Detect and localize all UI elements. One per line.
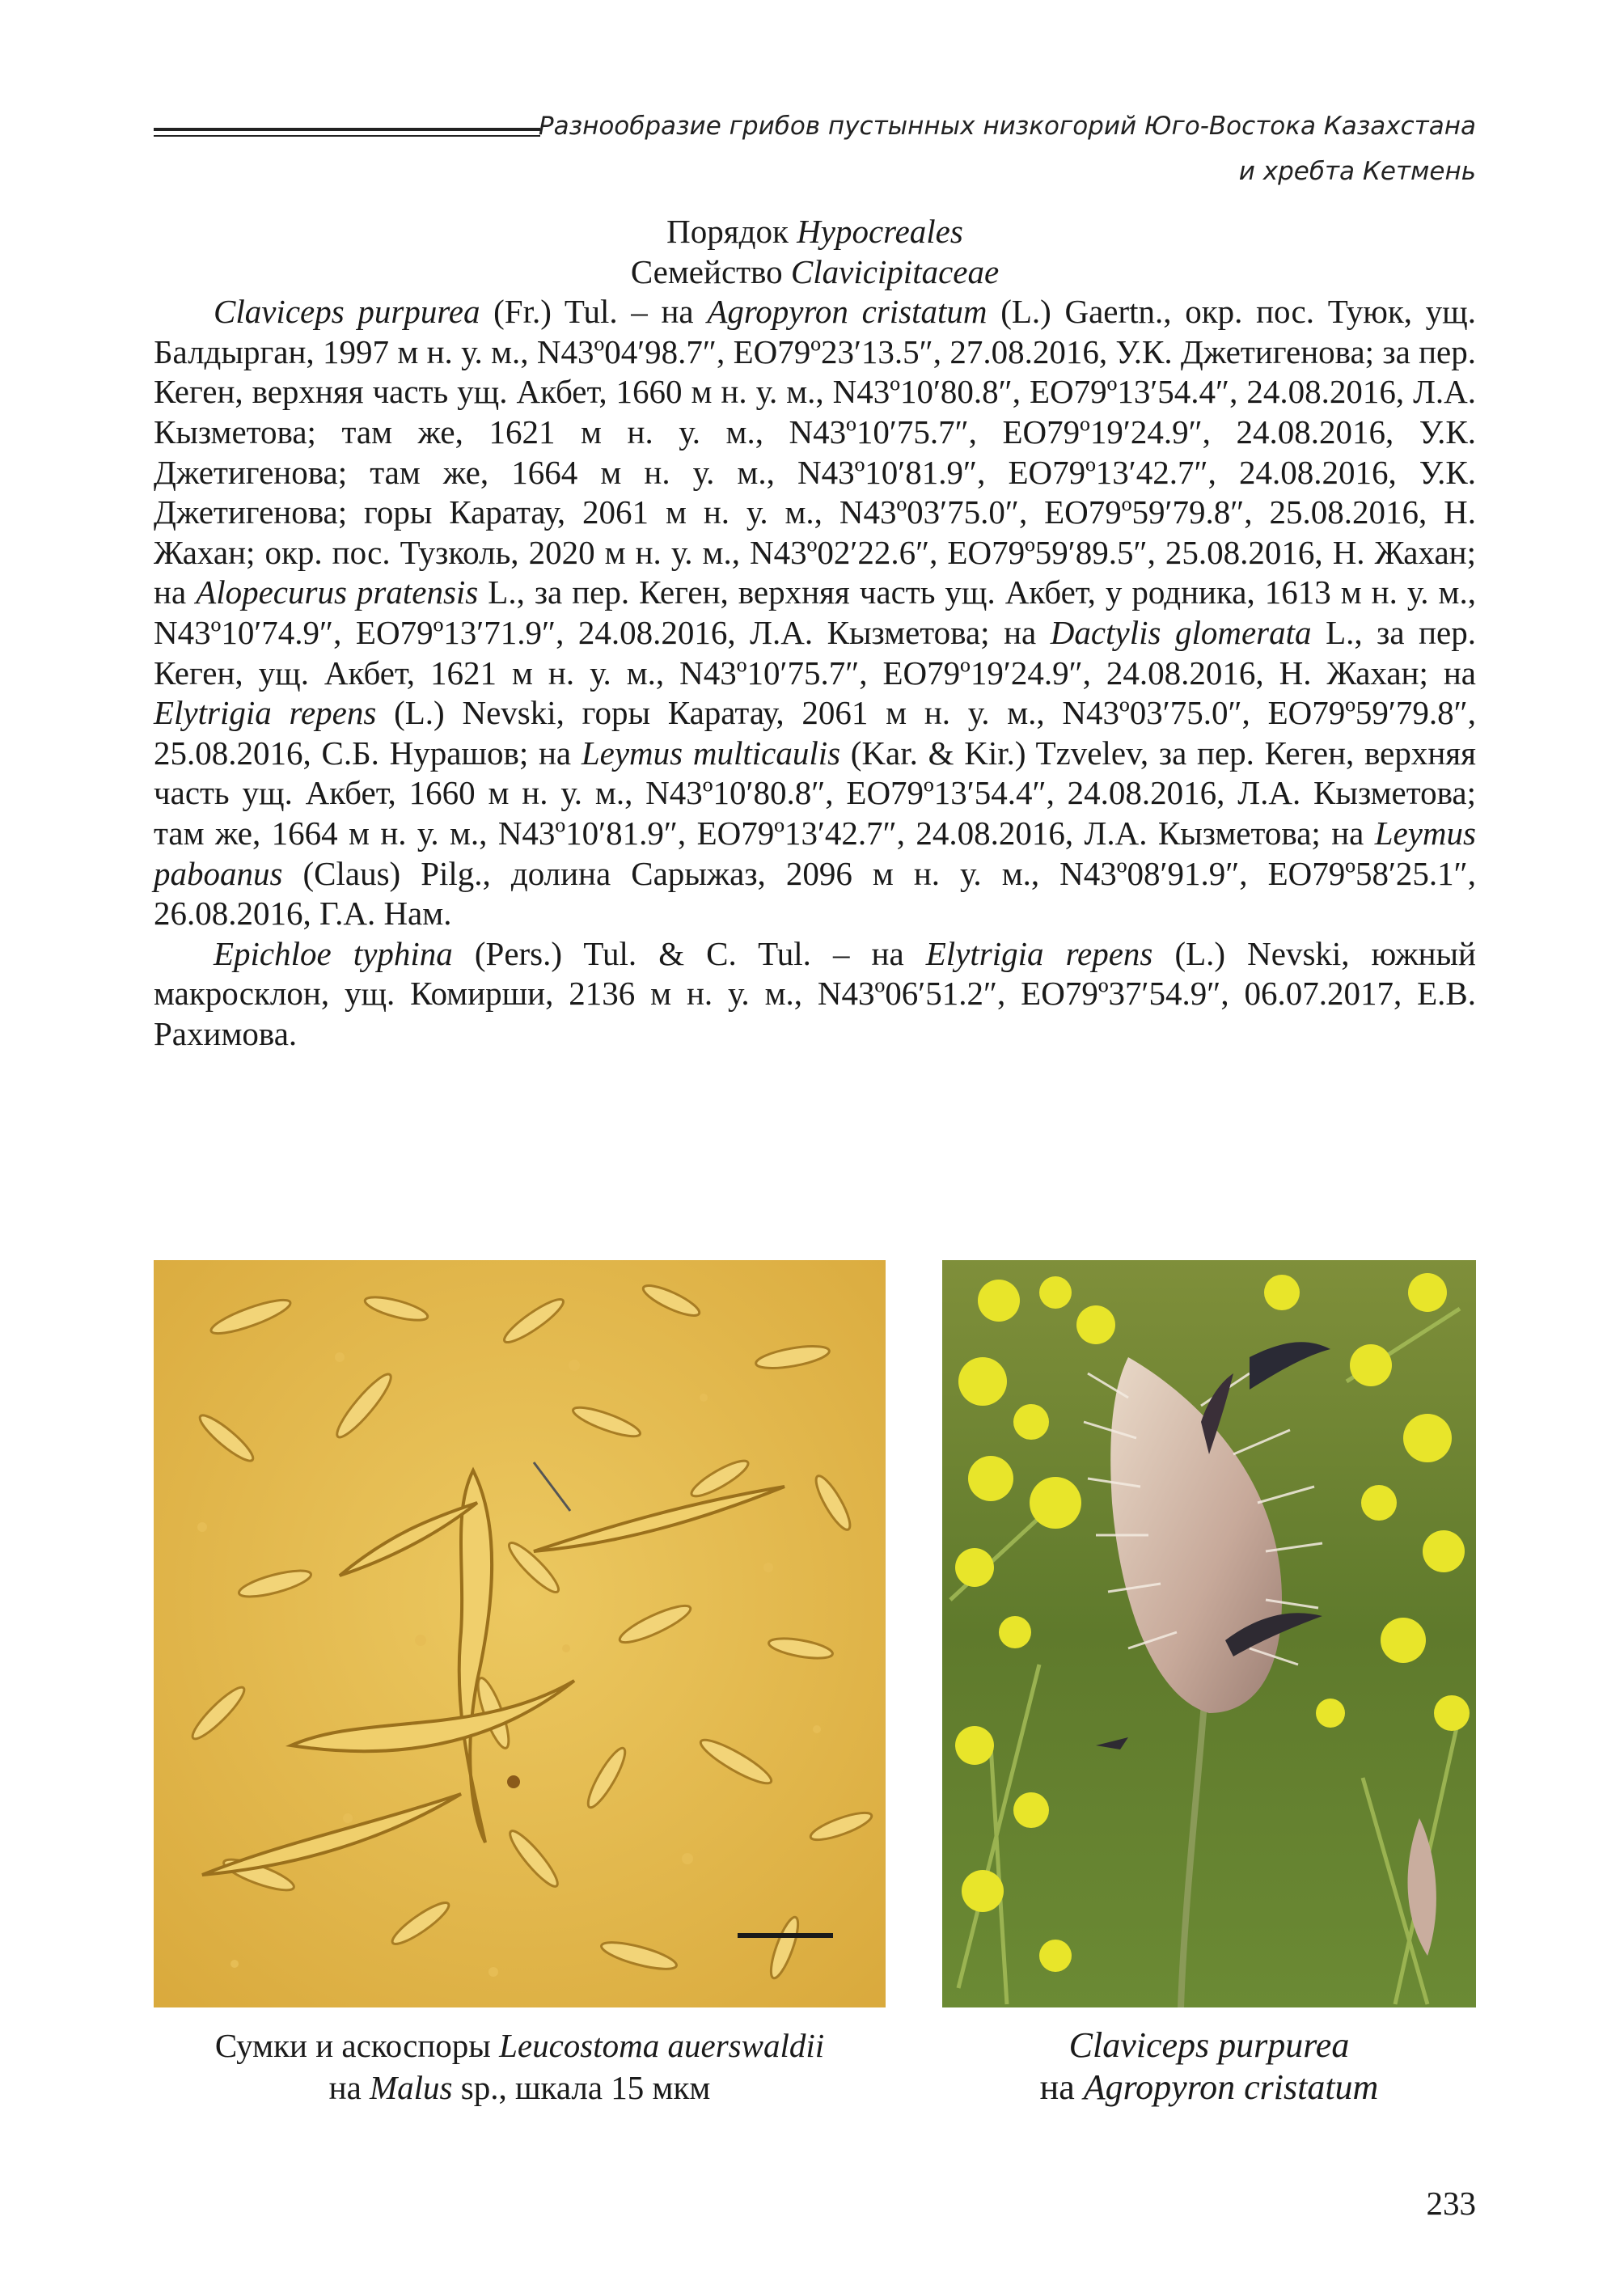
text-span: (Pers.) Tul. & C. Tul. – на: [452, 934, 926, 972]
caption-species: Claviceps purpurea: [1068, 2025, 1350, 2065]
main-text: [154, 212, 1476, 1054]
text-span: (Fr.) Tul. – на: [480, 293, 708, 331]
scale-bar: [738, 1933, 833, 1938]
running-head-line2: и хребта Кетмень: [1238, 157, 1476, 186]
species-name: Claviceps purpurea: [214, 293, 480, 331]
caption-right-line2: [942, 2067, 1476, 2109]
host-name: Alopecurus pratensis: [196, 573, 479, 611]
caption-left: [154, 2024, 886, 2109]
host-name: Dactylis glomerata: [1050, 613, 1312, 651]
host-name: Agropyron cristatum: [707, 293, 988, 331]
header-double-rule: [154, 128, 540, 137]
order-heading: [154, 212, 1476, 252]
text-span: L., за пер. Кеген, ущ. Акбет, 1621 м н. у. м., N43º10′75.7″, EO79º19′24.9″, 24.08.2016, Н. Жахан; на: [154, 613, 1476, 692]
running-head: [539, 104, 1476, 194]
text-span: L., за пер. Кеген, верхняя часть ущ. Акбет, у родника, 1613 м н. у. м., N43º10′74.9″, EO79º13′71.9″, 24.08.2016, Л.А. Кызметова; на: [154, 573, 1476, 651]
micrograph-asci-ascospores: [154, 1260, 886, 2007]
host-name: Leymus multicaulis: [581, 734, 841, 772]
caption-left-line2: [154, 2067, 886, 2109]
micrograph-image: [154, 1260, 886, 2007]
running-head-line1: Разнообразие грибов пустынных низкогорий Юго-Востока Казахстана: [538, 112, 1476, 141]
host-name: Leymus paboanus: [154, 814, 1476, 892]
species-name: Epichloe typhina: [214, 934, 453, 972]
family-heading: [154, 252, 1476, 293]
caption-text: на: [328, 2069, 370, 2106]
text-span: (L.) Nevski, горы Каратау, 2061 м н. у. м., N43º03′75.0″, EO79º59′79.8″, 25.08.2016, С.Б. Нурашов; на: [154, 694, 1476, 772]
paragraph-epichloe: [154, 934, 1476, 1055]
text-span: (L.) Nevski, южный макросклон, ущ. Комирши, 2136 м н. у. м., N43º06′51.2″, EO79º37′54.9″, 06.07.2017, Е.В. Рахимова.: [154, 934, 1477, 1052]
caption-species: Leucostoma auerswaldii: [499, 2027, 825, 2064]
caption-text: на: [1039, 2067, 1084, 2107]
text-span: (Claus) Pilg., долина Сарыжаз, 2096 м н. у. м., N43º08′91.9″, EO79º58′25.1″, 26.08.2016, Г.А. Нам.: [154, 854, 1476, 933]
caption-host: Agropyron cristatum: [1083, 2067, 1379, 2107]
caption-text: Сумки и аскоспоры: [214, 2027, 500, 2064]
paragraph-claviceps: [154, 292, 1476, 934]
photo-claviceps-on-agropyron: [942, 1260, 1476, 2007]
order-label: Порядок: [666, 213, 797, 250]
text-span: (L.) Gaertn., окр. пос. Туюк, ущ. Балдырган, 1997 м н. у. м., N43º04′98.7″, EO79º23′13.5″, 27.08.2016, У.К. Джетигенова; за пер. Кеген, верхняя часть ущ. Акбет, 1660 м н. у. м., N43º10′80.8″, EO79º13′54.4″, 24.08.2016, Л.А. Кызметова; там же, 1621 м н. у. м., N43º10′75.7″, EO79º19′24.9″, 24.08.2016, У.К. Джетигенова; там же, 1664 м н. у. м., N43º10′81.9″, EO79º13′42.7″, 24.08.2016, У.К. Джетигенова; горы Каратау, 2061 м н. у. м., N43º03′75.0″, EO79º59′79.8″, 25.08.2016, Н. Жахан; окр. пос. Тузколь, 2020 м н. у. м., N43º02′22.6″, EO79º59′89.5″, 25.08.2016, Н. Жахан; на: [154, 293, 1476, 611]
family-label: Семейство: [630, 252, 791, 290]
caption-host: Malus: [370, 2069, 453, 2106]
host-name: Elytrigia repens: [925, 934, 1153, 972]
family-name: Clavicipitaceae: [790, 252, 1000, 290]
text-span: (Kar. & Kir.) Tzvelev, за пер. Кеген, верхняя часть ущ. Акбет, 1660 м н. у. м., N43º10′80.8″, EO79º13′54.4″, 24.08.2016, Л.А. Кызметова; там же, 1664 м н. у. м., N43º10′81.9″, EO79º13′42.7″, 24.08.2016, Л.А. Кызметова; на: [154, 734, 1476, 852]
caption-left-line1: [154, 2024, 886, 2067]
caption-text: sp., шкала 15 мкм: [452, 2069, 711, 2106]
order-name: Hypocreales: [797, 213, 963, 250]
plant-photo: [942, 1260, 1476, 2007]
caption-right-line1: [942, 2024, 1476, 2067]
host-name: Elytrigia repens: [154, 694, 377, 732]
caption-right: [942, 2024, 1476, 2109]
page-number: 233: [1426, 2185, 1476, 2222]
